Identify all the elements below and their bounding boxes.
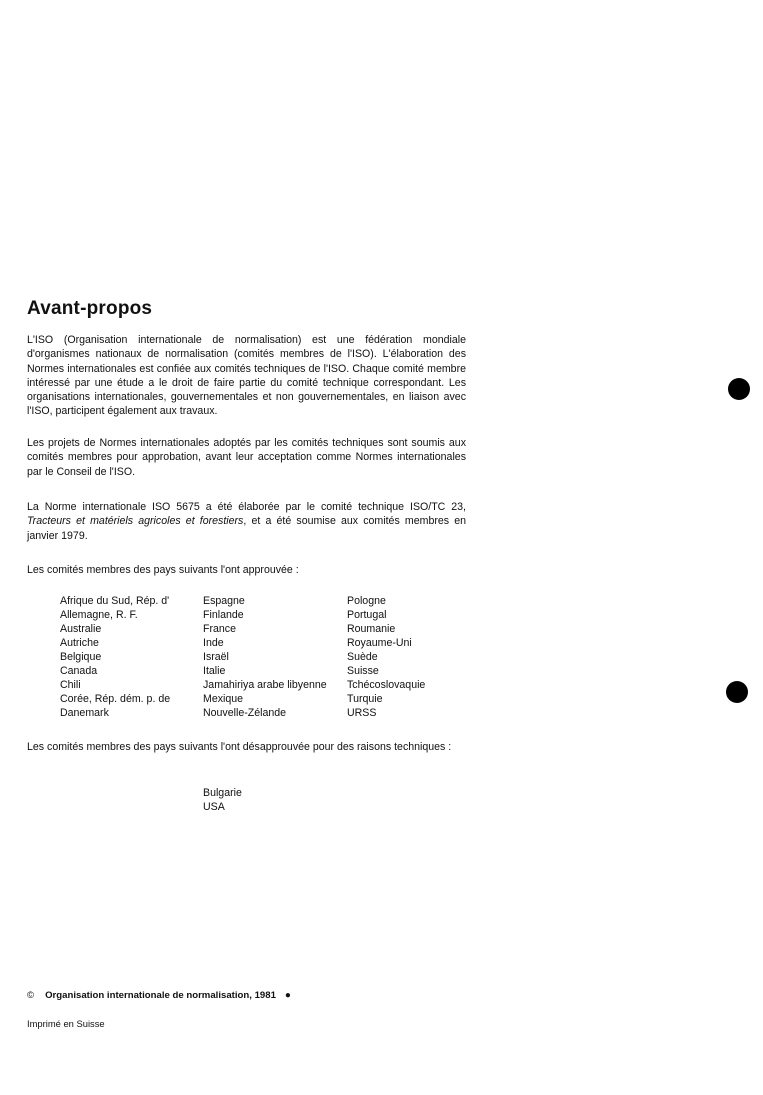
disapproved-countries-list xyxy=(203,786,242,814)
paragraph-disapproved-intro: Les comités membres des pays suivants l'ont désapprouvée pour des raisons techniques : xyxy=(27,741,452,753)
copyright-icon: © xyxy=(27,990,35,1001)
list-item: Italie xyxy=(203,665,226,677)
list-item: Mexique xyxy=(203,693,244,705)
printed-in: Imprimé en Suisse xyxy=(27,1018,105,1029)
paragraph-draft-approval: Les projets de Normes internationales adoptés par les comités techniques sont soumis aux comités membres pour approbation, avant leur acceptation comme Normes internationales par le Conseil de l'ISO. xyxy=(27,437,466,478)
list-item: Autriche xyxy=(60,637,99,649)
committee-name: Tracteurs et matériels agricoles et forestiers xyxy=(27,515,244,528)
list-item: Jamahiriya arabe libyenne xyxy=(203,679,327,691)
list-item: Espagne xyxy=(203,595,245,607)
standard-origin-start: La Norme internationale ISO 5675 a été élaborée par le comité technique ISO/TC 23, xyxy=(27,501,466,513)
list-item: Turquie xyxy=(347,693,383,705)
list-item: Pologne xyxy=(347,595,386,607)
list-item: Israël xyxy=(203,651,229,663)
list-item: Suède xyxy=(347,651,378,663)
copyright-text: Organisation internationale de normalisation, 1981 xyxy=(45,990,276,1001)
list-item: URSS xyxy=(347,707,377,719)
list-item: Suisse xyxy=(347,665,379,677)
page-title: Avant-propos xyxy=(27,298,153,319)
list-item: Corée, Rép. dém. p. de xyxy=(60,693,171,705)
copyright-line xyxy=(27,990,291,1001)
punch-hole-mark xyxy=(728,378,750,400)
list-item: USA xyxy=(203,801,225,813)
list-item: Inde xyxy=(203,637,224,649)
approved-countries-column-1 xyxy=(60,594,170,720)
list-item: Danemark xyxy=(60,707,109,719)
list-item: Bulgarie xyxy=(203,787,242,799)
bullet-icon: ● xyxy=(284,990,291,1001)
list-item: France xyxy=(203,623,236,635)
paragraph-iso-intro: L'ISO (Organisation internationale de normalisation) est une fédération mondiale d'organismes nationaux de normalisation (comités membres de l'ISO). L'élaboration des Normes internationales est confiée aux comités techniques de l'ISO. Chaque comité membre intéressé par une étude a le droit de faire partie du comité technique correspondant. Les organisations internationales, gouvernementales et non gouvernementales, en liaison avec l'ISO, participent également aux travaux. xyxy=(27,334,466,418)
list-item: Chili xyxy=(60,679,81,691)
list-item: Tchécoslovaquie xyxy=(347,679,426,691)
approved-countries-column-2 xyxy=(203,594,327,720)
list-item: Allemagne, R. F. xyxy=(60,609,138,621)
approved-countries-column-3 xyxy=(347,594,425,720)
list-item: Belgique xyxy=(60,651,102,663)
paragraph-approved-intro: Les comités membres des pays suivants l'ont approuvée : xyxy=(27,564,299,576)
list-item: Roumanie xyxy=(347,623,396,635)
punch-hole-mark xyxy=(726,681,748,703)
standard-origin-end: , et a été soumise aux comités membres en janvier 1979. xyxy=(27,515,466,542)
list-item: Afrique du Sud, Rép. d' xyxy=(60,595,170,607)
list-item: Portugal xyxy=(347,609,387,621)
paragraph-standard-origin xyxy=(27,500,466,543)
list-item: Royaume-Uni xyxy=(347,637,412,649)
list-item: Nouvelle-Zélande xyxy=(203,707,287,719)
list-item: Australie xyxy=(60,623,102,635)
list-item: Finlande xyxy=(203,609,244,621)
list-item: Canada xyxy=(60,665,98,677)
